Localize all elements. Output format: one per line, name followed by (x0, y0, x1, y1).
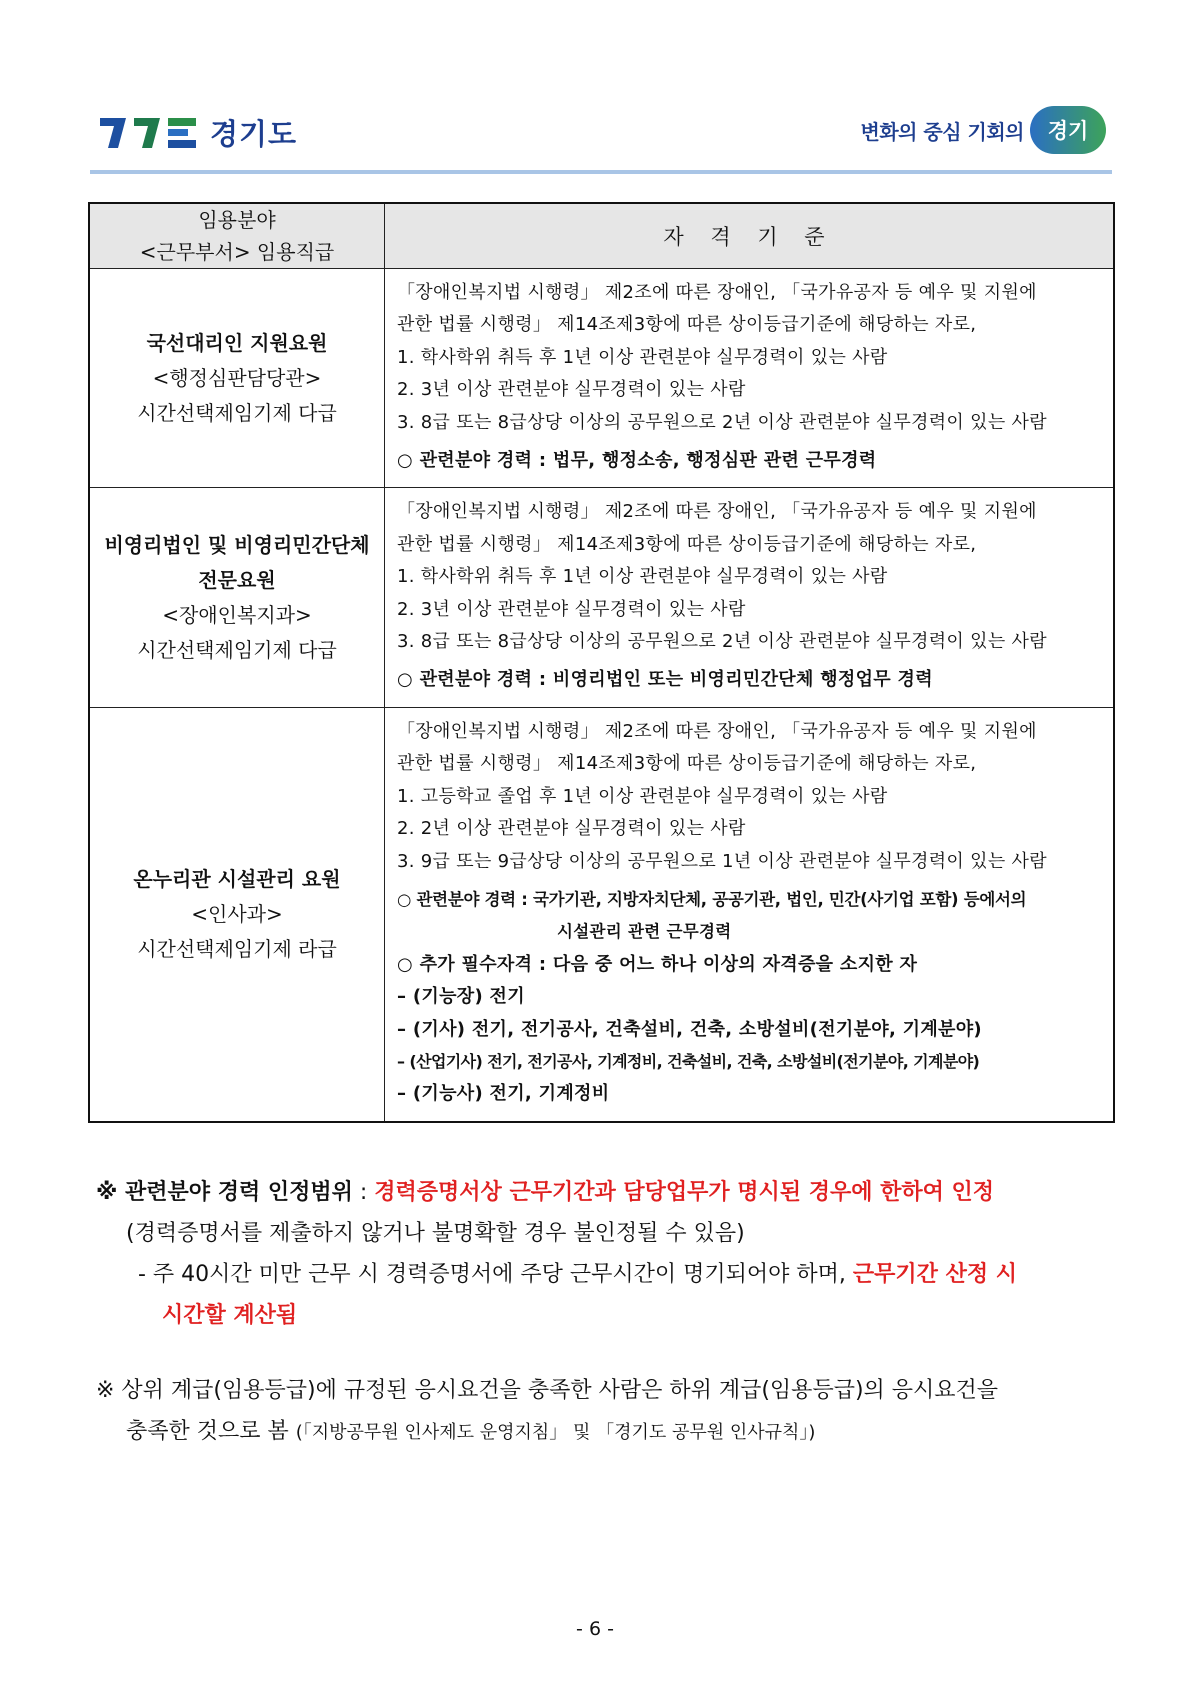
row1-dept: <행정심판담당관> (152, 365, 322, 390)
row2-line: 3. 8급 또는 8급상당 이상의 공무원으로 2년 이상 관련분야 실무경력이 있는 사람 (397, 631, 1047, 653)
row1-criteria-cell (385, 269, 1115, 488)
row3-field-cell (89, 707, 385, 1121)
logo-text: 경기도 (210, 117, 298, 151)
row3-extra-item: – (기능사) 전기, 기계정비 (397, 1083, 610, 1105)
row1-line: 「장애인복지법 시행령」 제2조에 따른 장애인, 「국가유공자 등 예우 및 지원에 (397, 282, 1037, 303)
page-header (90, 98, 1112, 176)
table-row (89, 488, 1114, 707)
table-row (89, 707, 1114, 1121)
row3-extra-item: – (산업기사) 전기, 전기공사, 기계정비, 건축설비, 건축, 소방설비(전기분야, 기계분야) (397, 1051, 980, 1071)
note1-label: ※ 관련분야 경력 인정범위 (96, 1180, 353, 1205)
note1-dash-highlight-cont: 시간할 계산됨 (162, 1303, 298, 1328)
header-field-label: 임용분야 (198, 208, 276, 232)
table-header-row (89, 203, 1114, 269)
row2-grade: 시간선택제임기제 다급 (137, 637, 337, 662)
page-number: - 6 - (576, 1618, 614, 1640)
header-col-criteria: 자 격 기 준 (385, 203, 1115, 269)
slogan-badge: 경기 (1030, 106, 1106, 154)
row2-dept: <장애인복지과> (162, 602, 312, 627)
note1-colon: : (352, 1180, 375, 1205)
note1-dash-text: - 주 40시간 미만 근무 시 경력증명서에 주당 근무시간이 명기되어야 하며, (138, 1262, 853, 1287)
row3-grade: 시간선택제임기제 라급 (137, 936, 337, 961)
row3-extra-item: – (기사) 전기, 전기공사, 건축설비, 건축, 소방설비(전기분야, 기계분야) (397, 1018, 982, 1040)
gyeonggi-logo-icon (98, 114, 198, 152)
note2-main: ※ 상위 계급(임용등급)에 규정된 응시요건을 충족한 사람은 하위 계급(임용등급)의 응시요건을 (96, 1378, 999, 1403)
note1-dash (96, 1254, 1112, 1295)
row1-title: 국선대리인 지원요원 (146, 330, 328, 355)
row3-line: 3. 9급 또는 9급상당 이상의 공무원으로 1년 이상 관련분야 실무경력이 있는 사람 (397, 850, 1047, 872)
row3-experience: ○ 관련분야 경력 : 국가기관, 지방자치단체, 공공기관, 법인, 민간(사기업 포함) 등에서의 (397, 889, 1027, 909)
row1-line: 1. 학사학위 취득 후 1년 이상 관련분야 실무경력이 있는 사람 (397, 346, 888, 368)
note1-dash-highlight: 근무기간 산정 시 (852, 1262, 1018, 1287)
row2-experience: ○ 관련분야 경력 : 비영리법인 또는 비영리민간단체 행정업무 경력 (397, 669, 933, 691)
header-dept-label: <근무부서> 임용직급 (139, 240, 335, 264)
row1-line: 2. 3년 이상 관련분야 실무경력이 있는 사람 (397, 379, 746, 401)
row2-line: 관한 법률 시행령」 제14조제3항에 따른 상이등급기준에 해당하는 자로, (397, 533, 977, 555)
note2-reference: (「지방공무원 인사제도 운영지침」 및 「경기도 공무원 인사규칙」) (295, 1422, 816, 1443)
gyeonggi-logo (98, 112, 297, 153)
row1-experience: ○ 관련분야 경력 : 법무, 행정소송, 행정심판 관련 근무경력 (397, 450, 877, 472)
row3-extra-item: – (기능장) 전기 (397, 986, 525, 1008)
row2-title: 비영리법인 및 비영리민간단체 (104, 532, 370, 557)
row2-line: 1. 학사학위 취득 후 1년 이상 관련분야 실무경력이 있는 사람 (397, 566, 888, 588)
row2-line: 「장애인복지법 시행령」 제2조에 따른 장애인, 「국가유공자 등 예우 및 지원에 (397, 501, 1037, 523)
note1-highlight: 경력증명서상 근무기간과 담당업무가 명시된 경우에 한하여 인정 (374, 1180, 995, 1205)
note2-cont-text: 충족한 것으로 봄 (126, 1419, 296, 1444)
row3-title: 온누리관 시설관리 요원 (133, 866, 341, 891)
note-experience-scope (96, 1172, 1112, 1213)
header-col-field (89, 203, 385, 269)
slogan-logo (861, 106, 1107, 154)
row1-line: 3. 8급 또는 8급상당 이상의 공무원으로 2년 이상 관련분야 실무경력이 있는 사람 (397, 411, 1047, 433)
note1-paren: (경력증명서를 제출하지 않거나 불명확할 경우 불인정될 수 있음) (126, 1221, 745, 1246)
row3-line: 2. 2년 이상 관련분야 실무경력이 있는 사람 (397, 818, 746, 840)
row3-line: 「장애인복지법 시행령」 제2조에 따른 장애인, 「국가유공자 등 예우 및 지원에 (397, 720, 1037, 742)
qualification-table (88, 202, 1115, 1123)
row2-title-cont: 전문요원 (198, 567, 276, 592)
row2-line: 2. 3년 이상 관련분야 실무경력이 있는 사람 (397, 598, 746, 620)
header-divider (90, 170, 1112, 174)
note2-cont (96, 1411, 1112, 1453)
row1-line: 관한 법률 시행령」 제14조제3항에 따른 상이등급기준에 해당하는 자로, (397, 314, 977, 336)
row3-line: 1. 고등학교 졸업 후 1년 이상 관련분야 실무경력이 있는 사람 (397, 785, 888, 807)
slogan-text: 변화의 중심 기회의 (860, 119, 1024, 144)
row2-field-cell (89, 488, 385, 707)
row1-field-cell (89, 269, 385, 488)
row3-line: 관한 법률 시행령」 제14조제3항에 따른 상이등급기준에 해당하는 자로, (397, 753, 977, 775)
row3-criteria-cell (385, 707, 1115, 1121)
row2-criteria-cell (385, 488, 1115, 707)
row3-experience-cont: 시설관리 관련 근무경력 (557, 922, 732, 942)
row3-extra-title: ○ 추가 필수자격 : 다음 중 어느 하나 이상의 자격증을 소지한 자 (397, 953, 918, 975)
table-row (89, 269, 1114, 488)
row3-dept: <인사과> (191, 901, 283, 926)
row1-grade: 시간선택제임기제 다급 (137, 400, 337, 425)
notes-section (96, 1172, 1112, 1453)
